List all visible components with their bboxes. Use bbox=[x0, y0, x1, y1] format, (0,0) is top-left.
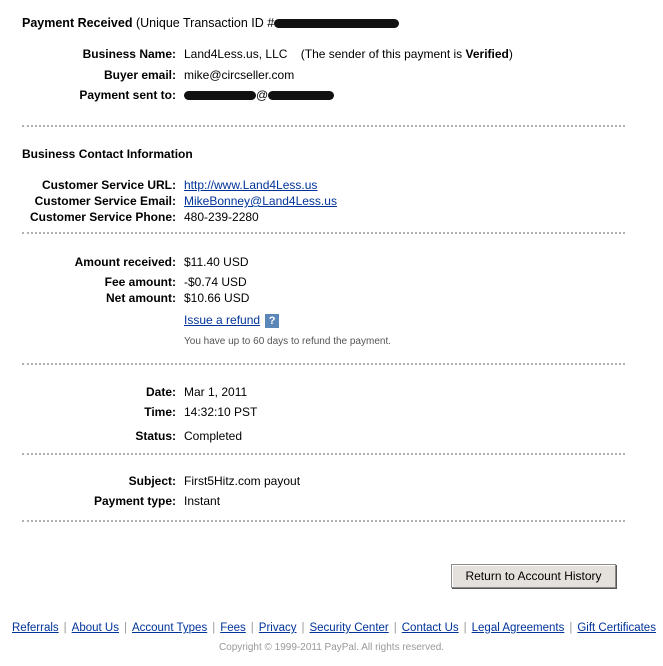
fee-amount-value: -$0.74 USD bbox=[184, 275, 247, 289]
refund-note: You have up to 60 days to refund the payment. bbox=[184, 336, 392, 347]
payment-sent-to-label: Payment sent to: bbox=[79, 88, 176, 102]
net-amount-value: $10.66 USD bbox=[184, 291, 250, 305]
amount-received-label: Amount received: bbox=[74, 255, 176, 269]
footer-link-account-types[interactable]: Account Types bbox=[131, 622, 208, 634]
divider: | bbox=[250, 622, 254, 634]
business-name-row bbox=[184, 47, 513, 61]
time-value: 14:32:10 PST bbox=[184, 405, 258, 419]
separator bbox=[22, 520, 625, 522]
verified-suffix: ) bbox=[508, 47, 513, 61]
redacted-email-domain bbox=[268, 91, 334, 100]
cs-email-label: Customer Service Email: bbox=[34, 194, 176, 208]
verified-status: Verified bbox=[465, 47, 509, 61]
divider: | bbox=[569, 622, 573, 634]
divider: | bbox=[123, 622, 127, 634]
divider: | bbox=[63, 622, 67, 634]
status-label: Status: bbox=[135, 429, 176, 443]
net-amount-label: Net amount: bbox=[106, 291, 176, 305]
separator bbox=[22, 453, 625, 455]
cs-phone-value: 480-239-2280 bbox=[184, 210, 259, 224]
issue-refund-link[interactable]: Issue a refund bbox=[184, 313, 261, 327]
footer-link-referrals[interactable]: Referrals bbox=[12, 622, 59, 634]
amount-received-value: $11.40 USD bbox=[184, 255, 249, 269]
footer-link-about-us[interactable]: About Us bbox=[71, 622, 119, 634]
divider: | bbox=[212, 622, 216, 634]
transaction-id-prefix: (Unique Transaction ID # bbox=[135, 16, 275, 30]
divider: | bbox=[463, 622, 467, 634]
payment-sent-to-value bbox=[184, 88, 334, 102]
contact-heading: Business Contact Information bbox=[22, 147, 193, 161]
footer-link-security-center[interactable]: Security Center bbox=[309, 622, 389, 634]
help-icon[interactable]: ? bbox=[265, 314, 279, 328]
footer-link-fees[interactable]: Fees bbox=[220, 622, 246, 634]
redacted-email-user bbox=[184, 91, 256, 100]
date-label: Date: bbox=[145, 385, 176, 399]
status-value: Completed bbox=[184, 429, 243, 443]
business-name-value: Land4Less.us, LLC bbox=[184, 47, 288, 61]
subject-value: First5Hitz.com payout bbox=[184, 474, 301, 488]
subject-label: Subject: bbox=[128, 474, 176, 488]
business-name-label: Business Name: bbox=[82, 47, 176, 61]
separator bbox=[22, 125, 625, 127]
fee-amount-label: Fee amount: bbox=[104, 275, 176, 289]
divider: | bbox=[393, 622, 397, 634]
redacted-transaction-id bbox=[274, 19, 399, 28]
cs-url-label: Customer Service URL: bbox=[41, 178, 176, 192]
footer-link-contact-us[interactable]: Contact Us bbox=[401, 622, 459, 634]
separator bbox=[22, 232, 625, 234]
cs-phone-label: Customer Service Phone: bbox=[29, 210, 176, 224]
buyer-email-label: Buyer email: bbox=[103, 68, 176, 82]
page-title-text: Payment Received bbox=[22, 16, 133, 30]
return-to-account-history-button[interactable]: Return to Account History bbox=[451, 564, 616, 588]
payment-type-value: Instant bbox=[184, 494, 221, 508]
footer-link-gift-certificates[interactable]: Gift Certificates bbox=[577, 622, 656, 634]
page-title bbox=[22, 16, 399, 30]
footer-links bbox=[12, 622, 656, 634]
cs-url-link[interactable]: http://www.Land4Less.us bbox=[184, 178, 318, 192]
time-label: Time: bbox=[144, 405, 176, 419]
separator bbox=[22, 363, 625, 365]
buyer-email-value: mike@circseller.com bbox=[184, 68, 295, 82]
footer-link-privacy[interactable]: Privacy bbox=[258, 622, 297, 634]
date-value: Mar 1, 2011 bbox=[184, 385, 248, 399]
refund-row bbox=[184, 313, 279, 328]
copyright: Copyright © 1999-2011 PayPal. All rights reserved. bbox=[218, 642, 445, 653]
cs-email-link[interactable]: MikeBonney@Land4Less.us bbox=[184, 194, 337, 208]
payment-type-label: Payment type: bbox=[93, 494, 176, 508]
email-at-sign: @ bbox=[256, 88, 269, 102]
verified-prefix: (The sender of this payment is bbox=[300, 47, 463, 61]
divider: | bbox=[301, 622, 305, 634]
footer-link-legal-agreements[interactable]: Legal Agreements bbox=[471, 622, 565, 634]
